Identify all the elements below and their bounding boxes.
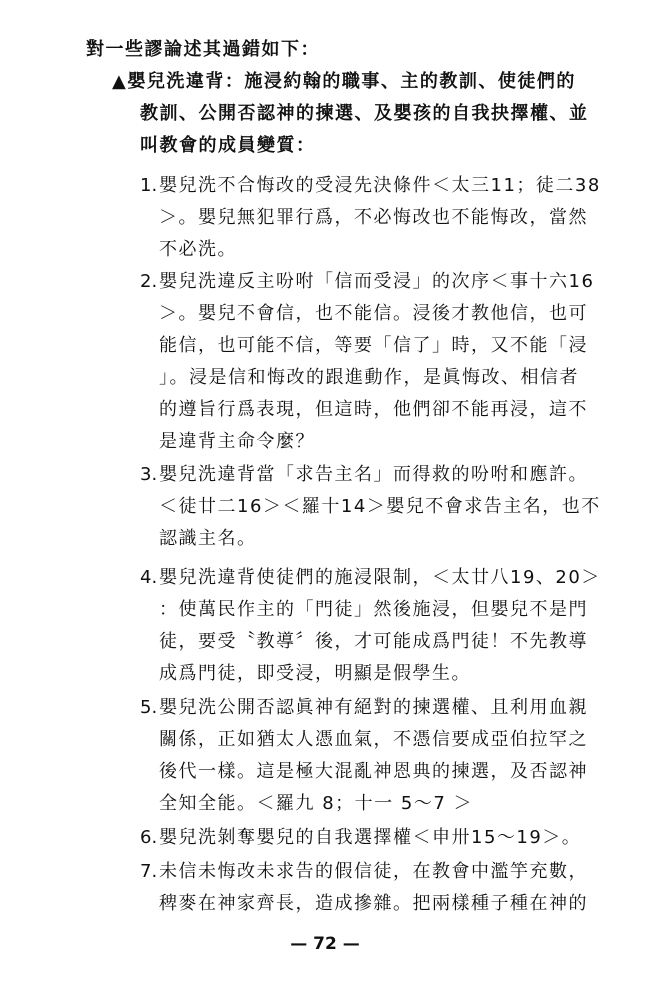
item-line: ＜徒廿二16＞＜羅十14＞嬰兒不會求告主名，也不 xyxy=(159,496,601,517)
item-line: 未信未悔改未求告的假信徒，在教會中濫竽充數， xyxy=(159,861,588,882)
item-line: 不必洗。 xyxy=(159,239,237,260)
item-line: 是違背主命令麼？ xyxy=(159,431,315,452)
triangle-icon: ▲ xyxy=(112,71,128,92)
item-line: 嬰兒洗公開否認眞神有絕對的揀選權、且利用血親 xyxy=(159,697,588,718)
item-line: 成爲門徒，即受浸，明顯是假學生。 xyxy=(159,663,471,684)
item-line: 關係，正如猶太人憑血氣，不憑信要成亞伯拉罕之 xyxy=(159,729,588,750)
item-line: ：使萬民作主的「門徒」然後施浸，但嬰兒不是門 xyxy=(159,599,588,620)
item-number: 1. xyxy=(140,175,158,196)
section-line: 教訓、公開否認神的揀選、及嬰孩的自我抉擇權、並 xyxy=(140,103,589,124)
section-line: 叫教會的成員變質： xyxy=(140,135,316,156)
section-title xyxy=(112,70,576,94)
item-number: 3. xyxy=(140,464,158,485)
item-line: 嬰兒洗違背使徒們的施浸限制，＜太廿八19、20＞ xyxy=(159,567,601,588)
item-line: 嬰兒洗違背當「求告主名」而得救的吩咐和應許。 xyxy=(159,464,588,485)
item-number: 4. xyxy=(140,567,158,588)
item-number: 6. xyxy=(140,827,158,848)
item-line: 全知全能。＜羅九 8；十一 5～7 ＞ xyxy=(159,793,474,814)
item-line: 嬰兒洗不合悔改的受浸先決條件＜太三11；徒二38 xyxy=(159,175,601,196)
item-number: 7. xyxy=(140,861,158,882)
item-line: 後代一樣。這是極大混亂神恩典的揀選，及否認神 xyxy=(159,761,588,782)
item-line: 能信，也可能不信，等要「信了」時，又不能「浸 xyxy=(159,335,588,356)
item-line: 嬰兒洗剝奪嬰兒的自我選擇權＜申卅15～19＞。 xyxy=(159,827,582,848)
item-line: 稗麥在神家齊長，造成摻雜。把兩樣種子種在神的 xyxy=(159,893,588,914)
item-line: ＞。嬰兒無犯罪行爲，不必悔改也不能悔改，當然 xyxy=(159,207,588,228)
page-number: — 72 — xyxy=(290,934,360,954)
page-heading: 對一些謬論述其過錯如下： xyxy=(86,39,320,60)
section-line: 嬰兒洗違背：施浸約翰的職事、主的教訓、使徒們的 xyxy=(127,71,576,92)
item-line: 嬰兒洗違反主吩咐「信而受浸」的次序＜事十六16 xyxy=(159,271,595,292)
item-line: ＞。嬰兒不會信，也不能信。浸後才教他信，也可 xyxy=(159,303,588,324)
item-number: 2. xyxy=(140,271,158,292)
item-line: 認識主名。 xyxy=(159,528,257,549)
item-line: 」。浸是信和悔改的跟進動作，是眞悔改、相信者 xyxy=(159,367,579,388)
item-line: 的遵旨行爲表現，但這時，他們卻不能再浸，這不 xyxy=(159,399,588,420)
item-number: 5. xyxy=(140,697,158,718)
item-line: 徒，要受〝教導〞後，才可能成爲門徒！不先教導 xyxy=(159,631,588,652)
